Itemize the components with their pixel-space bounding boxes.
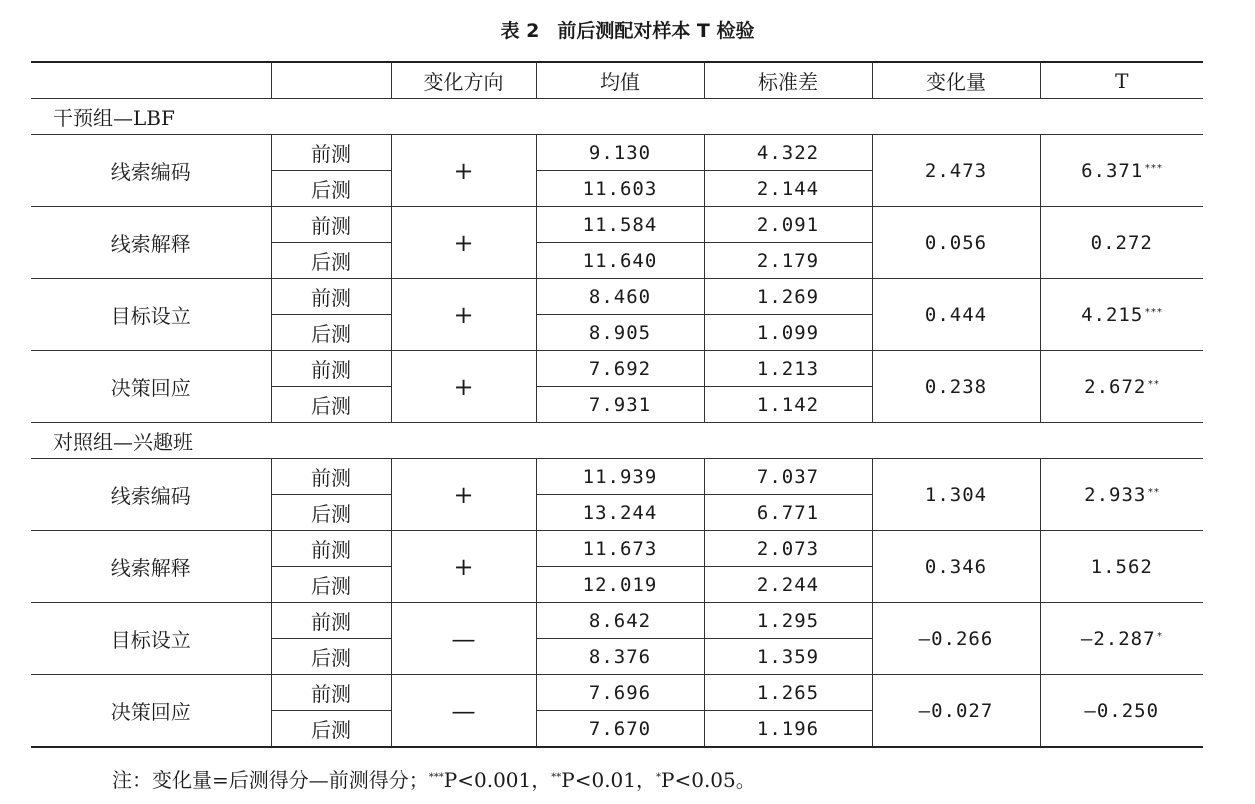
table-body: [31, 99, 1203, 748]
t-value: 6.371: [1081, 159, 1144, 182]
t-value: —0.250: [1084, 699, 1160, 722]
post-label: 后测: [271, 243, 391, 279]
table-row: [31, 531, 1203, 567]
direction-sign: +: [391, 459, 536, 531]
post-sd: 1.142: [704, 387, 872, 423]
t-value-cell: [1040, 279, 1203, 351]
pre-label: 前测: [271, 279, 391, 315]
direction-sign: +: [391, 135, 536, 207]
direction-sign: +: [391, 531, 536, 603]
change-value: 0.346: [872, 531, 1040, 603]
t-value: 0.272: [1090, 231, 1153, 254]
post-mean: 7.670: [536, 711, 704, 748]
post-label: 后测: [271, 315, 391, 351]
measure-name: 目标设立: [31, 279, 271, 351]
t-value: 2.933: [1084, 483, 1147, 506]
pre-sd: 1.269: [704, 279, 872, 315]
header-blank-1: [31, 62, 271, 99]
post-label: 后测: [271, 171, 391, 207]
group-row: [31, 99, 1203, 135]
direction-sign: —: [391, 603, 536, 675]
pre-label: 前测: [271, 207, 391, 243]
table-row: [31, 135, 1203, 171]
post-sd: 2.179: [704, 243, 872, 279]
post-sd: 2.244: [704, 567, 872, 603]
change-value: 0.238: [872, 351, 1040, 423]
pre-label: 前测: [271, 459, 391, 495]
t-value: 4.215: [1081, 303, 1144, 326]
note-sig-2: **: [551, 772, 562, 783]
pre-label: 前测: [271, 603, 391, 639]
post-mean: 11.640: [536, 243, 704, 279]
post-sd: 1.359: [704, 639, 872, 675]
table-row: [31, 351, 1203, 387]
measure-name: 目标设立: [31, 603, 271, 675]
change-value: 0.056: [872, 207, 1040, 279]
note-prefix: 注：变化量=后测得分—前测得分；: [112, 768, 429, 792]
table-row: [31, 207, 1203, 243]
t-value: —2.287: [1080, 627, 1156, 650]
pre-sd: 1.295: [704, 603, 872, 639]
change-value: 2.473: [872, 135, 1040, 207]
t-value-cell: [1040, 603, 1203, 675]
t-value: 1.562: [1090, 555, 1153, 578]
direction-sign: +: [391, 207, 536, 279]
significance-stars: ***: [1144, 306, 1163, 318]
pre-sd: 1.213: [704, 351, 872, 387]
pre-label: 前测: [271, 135, 391, 171]
paired-t-test-table: [31, 61, 1203, 748]
pre-mean: 11.673: [536, 531, 704, 567]
change-value: —0.266: [872, 603, 1040, 675]
pre-mean: 11.584: [536, 207, 704, 243]
group-label: 对照组—兴趣班: [31, 423, 1203, 459]
change-value: 0.444: [872, 279, 1040, 351]
pre-sd: 7.037: [704, 459, 872, 495]
header-direction: 变化方向: [391, 62, 536, 99]
post-mean: 8.905: [536, 315, 704, 351]
post-mean: 13.244: [536, 495, 704, 531]
post-label: 后测: [271, 387, 391, 423]
post-label: 后测: [271, 495, 391, 531]
pre-sd: 2.091: [704, 207, 872, 243]
post-label: 后测: [271, 567, 391, 603]
measure-name: 线索解释: [31, 531, 271, 603]
post-label: 后测: [271, 711, 391, 748]
post-sd: 2.144: [704, 171, 872, 207]
table-row: [31, 675, 1203, 711]
significance-stars: **: [1147, 378, 1160, 390]
t-value-cell: [1040, 459, 1203, 531]
measure-name: 线索编码: [31, 459, 271, 531]
t-value-cell: [1040, 675, 1203, 748]
post-mean: 11.603: [536, 171, 704, 207]
measure-name: 线索编码: [31, 135, 271, 207]
measure-name: 决策回应: [31, 351, 271, 423]
direction-sign: +: [391, 351, 536, 423]
pre-mean: 8.642: [536, 603, 704, 639]
pre-mean: 8.460: [536, 279, 704, 315]
header-sd: 标准差: [704, 62, 872, 99]
measure-name: 线索解释: [31, 207, 271, 279]
t-value-cell: [1040, 531, 1203, 603]
pre-mean: 7.692: [536, 351, 704, 387]
pre-mean: 11.939: [536, 459, 704, 495]
table-number: 表 2: [500, 20, 540, 42]
change-value: —0.027: [872, 675, 1040, 748]
header-row: [31, 62, 1203, 99]
significance-stars: *: [1156, 630, 1163, 642]
post-mean: 12.019: [536, 567, 704, 603]
pre-sd: 4.322: [704, 135, 872, 171]
pre-label: 前测: [271, 531, 391, 567]
header-t: T: [1040, 62, 1203, 99]
note-sig-1: *: [656, 772, 661, 783]
t-value-cell: [1040, 135, 1203, 207]
t-value: 2.672: [1084, 375, 1147, 398]
note-p01: P<0.01，: [561, 768, 656, 792]
note-p05: P<0.05。: [661, 768, 756, 792]
header-blank-2: [271, 62, 391, 99]
post-mean: 7.931: [536, 387, 704, 423]
pre-sd: 1.265: [704, 675, 872, 711]
pre-label: 前测: [271, 675, 391, 711]
note-p001: P<0.001，: [443, 768, 552, 792]
post-sd: 1.196: [704, 711, 872, 748]
post-mean: 8.376: [536, 639, 704, 675]
group-row: [31, 423, 1203, 459]
post-sd: 1.099: [704, 315, 872, 351]
direction-sign: —: [391, 675, 536, 748]
t-value-cell: [1040, 207, 1203, 279]
pre-mean: 7.696: [536, 675, 704, 711]
significance-stars: **: [1147, 486, 1160, 498]
change-value: 1.304: [872, 459, 1040, 531]
header-mean: 均值: [536, 62, 704, 99]
post-label: 后测: [271, 639, 391, 675]
significance-stars: ***: [1144, 162, 1163, 174]
direction-sign: +: [391, 279, 536, 351]
group-label: 干预组—LBF: [31, 99, 1203, 135]
post-sd: 6.771: [704, 495, 872, 531]
pre-sd: 2.073: [704, 531, 872, 567]
table-caption: [0, 16, 1255, 43]
pre-label: 前测: [271, 351, 391, 387]
table-row: [31, 603, 1203, 639]
pre-mean: 9.130: [536, 135, 704, 171]
table-row: [31, 279, 1203, 315]
t-value-cell: [1040, 351, 1203, 423]
note-sig-3: ***: [428, 772, 444, 783]
measure-name: 决策回应: [31, 675, 271, 748]
table-row: [31, 459, 1203, 495]
table-note: [112, 764, 756, 793]
table-title: 前后测配对样本 T 检验: [557, 20, 755, 42]
header-change: 变化量: [872, 62, 1040, 99]
